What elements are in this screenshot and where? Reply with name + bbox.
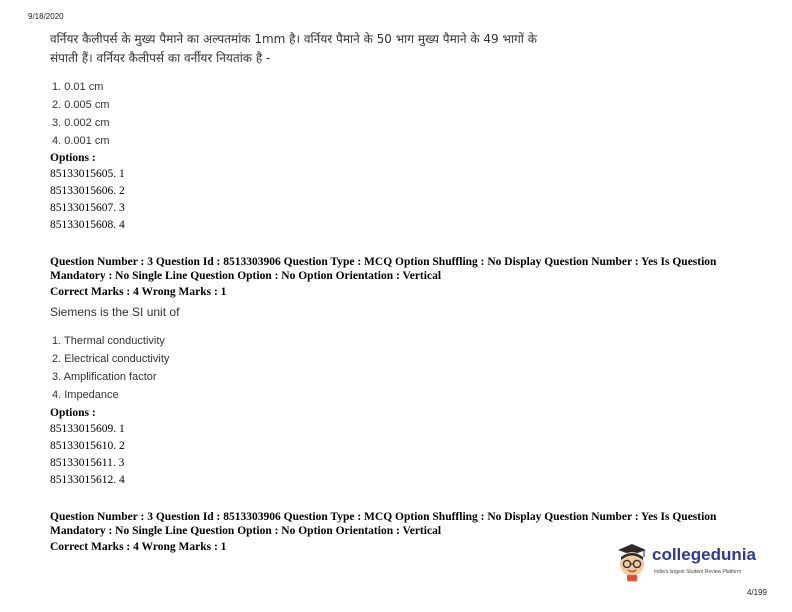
question-marks: Correct Marks : 4 Wrong Marks : 1 — [50, 286, 227, 298]
options-label: Options : — [50, 407, 96, 419]
option-id: 85133015611. 3 — [50, 457, 125, 469]
options-label: Options : — [50, 152, 96, 164]
question-text-line-2: संपाती हैं। वर्नियर कैलीपर्स का वर्नीयर नियतांक है - — [50, 51, 271, 65]
choice-1: 1. Thermal conductivity — [52, 335, 165, 347]
choice-3: 3. 0.002 cm — [52, 117, 110, 129]
brand-tagline: India's largest Student Review Platform — [654, 569, 742, 575]
option-id: 85133015605. 1 — [50, 168, 125, 180]
option-id: 85133015610. 2 — [50, 440, 125, 452]
choice-4: 4. Impedance — [52, 389, 119, 401]
question-meta-line-1: Question Number : 3 Question Id : 8513303906 Question Type : MCQ Option Shuffling : No Display Question Number : Yes Is Question — [50, 256, 717, 268]
choice-2: 2. Electrical conductivity — [52, 353, 170, 365]
choice-2: 2. 0.005 cm — [52, 99, 110, 111]
option-id: 85133015609. 1 — [50, 423, 125, 435]
option-id: 85133015612. 4 — [50, 474, 125, 486]
brand-name: collegedunia — [652, 545, 756, 564]
mascot-icon — [614, 542, 650, 582]
question-text-line-1: वर्नियर कैलीपर्स के मुख्य पैमाने का अल्पतमांक 1mm है। वर्नियर पैमाने के 50 भाग मुख्य पैमाने के 49 भागों के — [50, 32, 537, 46]
question-meta-line-2: Mandatory : No Single Line Question Option : No Option Orientation : Vertical — [50, 525, 442, 537]
page-number: 4/199 — [746, 588, 767, 597]
question-meta-line-2: Mandatory : No Single Line Question Option : No Option Orientation : Vertical — [50, 270, 442, 282]
question-marks: Correct Marks : 4 Wrong Marks : 1 — [50, 541, 227, 553]
option-id: 85133015607. 3 — [50, 202, 125, 214]
option-id: 85133015608. 4 — [50, 219, 125, 231]
choice-4: 4. 0.001 cm — [52, 135, 110, 147]
question-meta-line-1: Question Number : 3 Question Id : 8513303906 Question Type : MCQ Option Shuffling : No Display Question Number : Yes Is Question — [50, 511, 717, 523]
option-id: 85133015606. 2 — [50, 185, 125, 197]
print-date: 9/18/2020 — [28, 12, 64, 21]
question-text: Siemens is the SI unit of — [50, 305, 180, 319]
choice-3: 3. Amplification factor — [52, 371, 157, 383]
choice-1: 1. 0.01 cm — [52, 81, 104, 93]
